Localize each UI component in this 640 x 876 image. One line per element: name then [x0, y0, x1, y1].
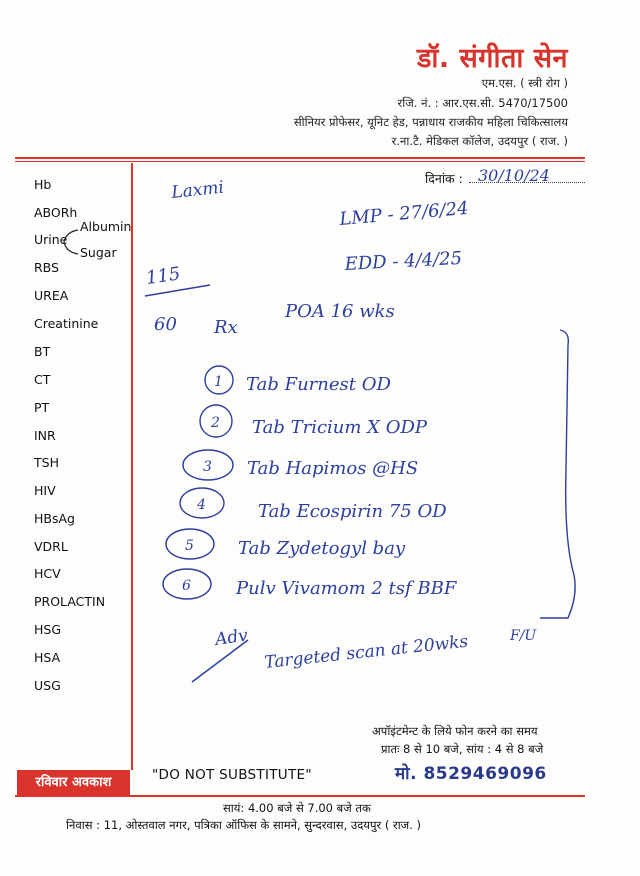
appointment-heading: अपॉइंटमेन्ट के लिये फोन करने का समय: [372, 724, 538, 738]
advice-tail: F/U: [510, 628, 537, 644]
med-number: 3: [203, 459, 212, 475]
bp-systolic: 115: [144, 263, 182, 289]
test-hiv: HIV: [34, 483, 56, 498]
test-aborh: ABORh: [34, 205, 78, 220]
test-hbsag: HBsAg: [34, 511, 75, 526]
date-label: दिनांक :: [425, 171, 463, 186]
designation: सीनियर प्रोफेसर, यूनिट हेड, पन्नाधाय राजकीय महिला चिकित्सालय: [293, 115, 568, 129]
test-pt: PT: [34, 400, 50, 415]
test-creatinine: Creatinine: [34, 316, 99, 331]
test-urine: Urine: [34, 232, 68, 247]
lmp-note: LMP - 27/6/24: [338, 197, 470, 230]
phone-number: मो. 8529469096: [395, 764, 547, 784]
test-hcv: HCV: [34, 566, 61, 581]
medicine-line: Tab Ecospirin 75 OD: [258, 501, 447, 522]
test-sugar: Sugar: [80, 245, 117, 260]
test-hsg: HSG: [34, 622, 62, 637]
test-inr: INR: [34, 428, 56, 443]
college: र.ना.टै. मेडिकल कॉलेज, उदयपुर ( राज. ): [391, 134, 568, 148]
test-urea: UREA: [34, 288, 69, 303]
med-number: 4: [197, 497, 206, 513]
bp-diastolic: 60: [154, 314, 177, 335]
doctor-name: डॉ. संगीता सेन: [416, 43, 568, 74]
med-number: 1: [214, 374, 223, 390]
rx-symbol: Rx: [214, 317, 238, 338]
med-number: 5: [185, 538, 194, 554]
test-tsh: TSH: [34, 455, 59, 470]
poa-note: POA 16 wks: [285, 301, 395, 322]
med-number: 2: [211, 415, 220, 431]
medicine-line: Tab Hapimos @HS: [247, 458, 419, 479]
handwritten-date: 30/10/24: [478, 166, 550, 185]
test-prolactin: PROLACTIN: [34, 594, 106, 609]
test-rbs: RBS: [34, 260, 59, 275]
registration-number: रजि. नं. : आर.एस.सी. 5470/17500: [397, 96, 568, 110]
appointment-times: प्रातः 8 से 10 बजे, सांय : 4 से 8 बजे: [381, 742, 544, 756]
advice-text: Targeted scan at 20wks: [263, 631, 470, 673]
bracket-mark: [540, 330, 575, 618]
test-vdrl: VDRL: [34, 539, 68, 554]
qualification: एम.एस. ( स्त्री रोग ): [481, 76, 568, 90]
med-number: 6: [182, 578, 191, 594]
advice-label: Adv: [213, 625, 250, 650]
residence-address: निवास : 11, ओस्तवाल नगर, पत्रिका ऑफिस के सामने, सुन्दरवास, उदयपुर ( राज. ): [66, 818, 422, 832]
medicine-line: Tab Tricium X ODP: [252, 417, 428, 438]
evening-hours: सायं: 4.00 बजे से 7.00 बजे तक: [223, 801, 371, 815]
medicine-line: Tab Zydetogyl bay: [238, 538, 406, 559]
test-hsa: HSA: [34, 650, 61, 665]
test-bt: BT: [34, 344, 51, 359]
test-albumin: Albumin: [80, 219, 132, 234]
edd-note: EDD - 4/4/25: [344, 247, 463, 275]
test-usg: USG: [34, 678, 61, 693]
medicine-line: Tab Furnest OD: [246, 374, 391, 395]
test-hb: Hb: [34, 177, 52, 192]
sunday-holiday-badge: रविवार अवकाश: [17, 770, 130, 796]
medicine-line: Pulv Vivamom 2 tsf BBF: [236, 578, 457, 599]
footer-divider: [15, 795, 585, 797]
do-not-substitute: "DO NOT SUBSTITUTE": [152, 767, 312, 783]
test-ct: CT: [34, 372, 51, 387]
patient-name: Laxmi: [170, 177, 225, 203]
